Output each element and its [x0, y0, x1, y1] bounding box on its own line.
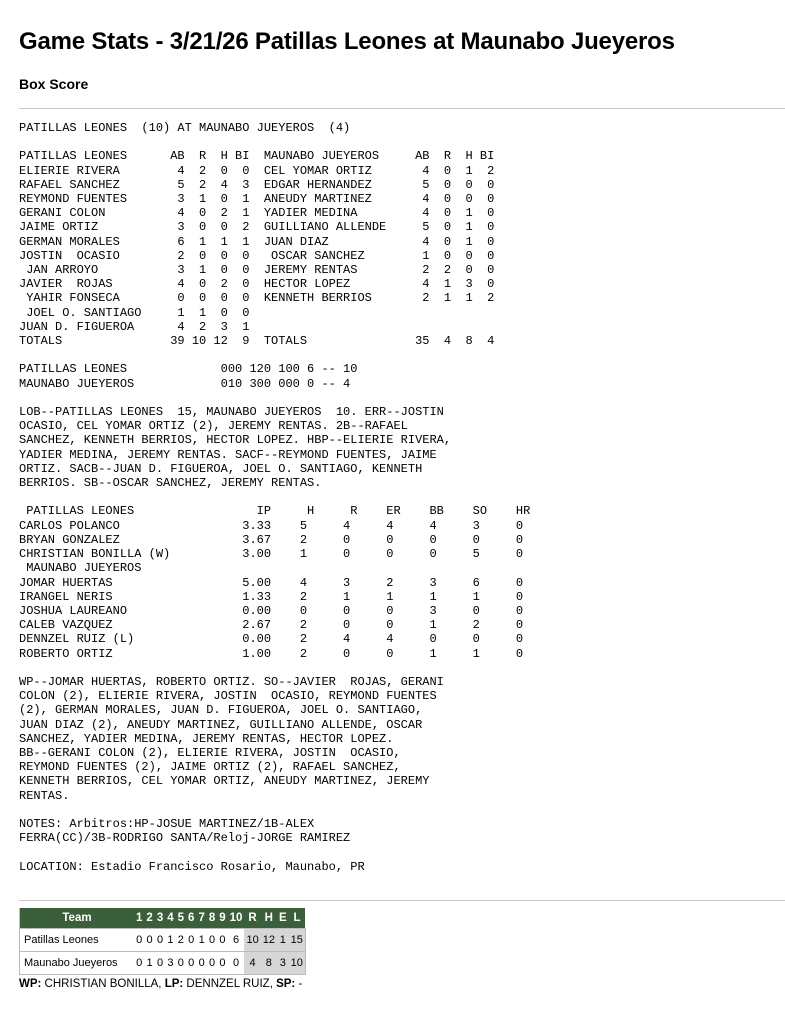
section-title-box-score: Box Score — [19, 76, 89, 92]
inning-score: 0 — [207, 952, 217, 975]
header-inning-5: 5 — [176, 908, 186, 929]
total-errors: 3 — [277, 952, 289, 975]
header-inning-6: 6 — [186, 908, 196, 929]
page-title: Game Stats - 3/21/26 Patillas Leones at Maunabo Jueyeros — [19, 28, 675, 55]
inning-score: 3 — [165, 952, 175, 975]
table-row — [20, 952, 306, 975]
total-hits: 8 — [261, 952, 277, 975]
inning-score: 0 — [217, 929, 227, 952]
inning-score: 0 — [196, 952, 206, 975]
total-runs: 4 — [244, 952, 260, 975]
divider-bottom — [19, 900, 785, 901]
total-errors: 1 — [277, 929, 289, 952]
inning-score: 2 — [176, 929, 186, 952]
table-row — [20, 929, 306, 952]
header-errors: E — [277, 908, 289, 929]
header-inning-8: 8 — [207, 908, 217, 929]
header-lob: L — [289, 908, 306, 929]
inning-score: 1 — [165, 929, 175, 952]
inning-score: 0 — [155, 952, 165, 975]
inning-score: 0 — [155, 929, 165, 952]
header-team: Team — [20, 908, 135, 929]
lp-value: DENNZEL RUIZ, — [183, 978, 277, 990]
inning-score: 0 — [134, 952, 144, 975]
sp-label: SP: — [276, 978, 296, 990]
header-runs: R — [244, 908, 260, 929]
total-lob: 10 — [289, 952, 306, 975]
lp-label: LP: — [164, 978, 184, 990]
header-inning-7: 7 — [196, 908, 206, 929]
header-inning-9: 9 — [217, 908, 227, 929]
header-inning-4: 4 — [165, 908, 175, 929]
total-runs: 10 — [244, 929, 260, 952]
inning-score: 0 — [217, 952, 227, 975]
linescore-header-row — [20, 908, 306, 929]
inning-score: 0 — [186, 952, 196, 975]
team-name: Maunabo Jueyeros — [20, 952, 135, 975]
header-hits: H — [261, 908, 277, 929]
inning-score: 0 — [134, 929, 144, 952]
inning-score: 6 — [228, 929, 245, 952]
pitcher-decisions — [19, 978, 302, 990]
total-lob: 15 — [289, 929, 306, 952]
inning-score: 0 — [186, 929, 196, 952]
team-name: Patillas Leones — [20, 929, 135, 952]
inning-score: 0 — [228, 952, 245, 975]
header-inning-10: 10 — [228, 908, 245, 929]
divider-top — [19, 108, 785, 109]
inning-score: 1 — [144, 952, 154, 975]
inning-score: 0 — [207, 929, 217, 952]
header-inning-3: 3 — [155, 908, 165, 929]
total-hits: 12 — [261, 929, 277, 952]
inning-score: 1 — [196, 929, 206, 952]
inning-score: 0 — [144, 929, 154, 952]
sp-value: - — [295, 978, 303, 990]
box-score-text: PATILLAS LEONES (10) AT MAUNABO JUEYEROS (4) PATILLAS LEONES AB R H BI MAUNABO JUEYEROS AB R H BI ELIERIE RIVERA 4 2 0 0 CEL YOMAR ORTIZ 4 0 1 2 RAFAEL SANCHEZ 5 2 4 3 EDGAR HERNANDEZ 5 0 0 0 REYMOND FUENTES 3 1 0 1 ANEUDY MARTINEZ 4 0 0 0 GERANI COLON 4 0 2 1 YADIER MEDINA 4 0 1 0 JAIME ORTIZ 3 0 0 2 GUILLIANO ALLENDE 5 0 1 0 GERMAN MORALES 6 1 1 1 JUAN DIAZ 4 0 1 0 JOSTIN OCASIO 2 0 0 0 OSCAR SANCHEZ 1 0 0 0 JAN ARROYO 3 1 0 0 JEREMY RENTAS 2 2 0 0 JAVIER ROJAS 4 0 2 0 HECTOR LOPEZ 4 1 3 0 YAHIR FONSECA 0 0 0 0 KENNETH BERRIOS 2 1 1 2 JOEL O. SANTIAGO 1 1 0 0 JUAN D. FIGUEROA 4 2 3 1 TOTALS 39 10 12 9 TOTALS 35 4 8 4 PATILLAS LEONES 000 120 100 6 -- 10 MAUNABO JUEYEROS 010 300 000 0 -- 4 LOB--PATILLAS LEONES 15, MAUNABO JUEYEROS 10. ERR--JOSTIN OCASIO, CEL YOMAR ORTIZ (2), JEREMY RENTAS. 2B--RAFAEL SANCHEZ, KENNETH BERRIOS, HECTOR LOPEZ. HBP--ELIERIE RIVERA, YADIER MEDINA, JEREMY RENTAS. SACF--REYMOND FUENTES, JAIME ORTIZ. SACB--JUAN D. FIGUEROA, JOEL O. SANTIAGO, KENNETH BERRIOS. SB--OSCAR SANCHEZ, JEREMY RENTAS. PATILLAS LEONES IP H R ER BB SO HR CARLOS POLANCO 3.33 5 4 4 4 3 0 BRYAN GONZALEZ 3.67 2 0 0 0 0 0 CHRISTIAN BONILLA (W) 3.00 1 0 0 0 5 0 MAUNABO JUEYEROS JOMAR HUERTAS 5.00 4 3 2 3 6 0 IRANGEL NERIS 1.33 2 1 1 1 1 0 JOSHUA LAUREANO 0.00 0 0 0 3 0 0 CALEB VAZQUEZ 2.67 2 0 0 1 2 0 DENNZEL RUIZ (L) 0.00 2 4 4 0 0 0 ROBERTO ORTIZ 1.00 2 0 0 1 1 0 WP--JOMAR HUERTAS, ROBERTO ORTIZ. SO--JAVIER ROJAS, GERANI COLON (2), ELIERIE RIVERA, JOSTIN OCASIO, REYMOND FUENTES (2), GERMAN MORALES, JUAN D. FIGUEROA, JOEL O. SANTIAGO, JUAN DIAZ (2), ANEUDY MARTINEZ, GUILLIANO ALLENDE, OSCAR SANCHEZ, YADIER MEDINA, JEREMY RENTAS, HECTOR LOPEZ. BB--GERANI COLON (2), ELIERIE RIVERA, JOSTIN OCASIO, REYMOND FUENTES (2), JAIME ORTIZ (2), RAFAEL SANCHEZ, KENNETH BERRIOS, CEL YOMAR ORTIZ, ANEUDY MARTINEZ, JEREMY RENTAS. NOTES: Arbitros:HP-JOSUE MARTINEZ/1B-ALEX FERRA(CC)/3B-RODRIGO SANTA/Reloj-JORGE RAMIREZ LOCATION: Estadio Francisco Rosario, Maunabo, PR — [19, 121, 531, 874]
inning-score: 0 — [176, 952, 186, 975]
wp-value: CHRISTIAN BONILLA, — [41, 978, 165, 990]
linescore-table — [19, 908, 306, 975]
header-inning-1: 1 — [134, 908, 144, 929]
wp-label: WP: — [19, 978, 42, 990]
header-inning-2: 2 — [144, 908, 154, 929]
